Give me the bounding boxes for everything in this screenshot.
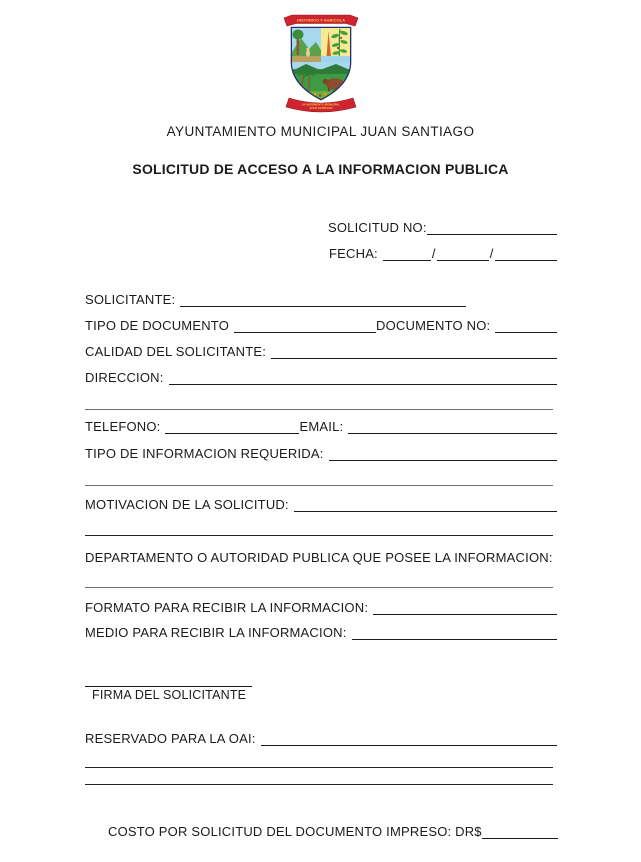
- tipo-informacion-row: [85, 444, 557, 461]
- reservado-row: [85, 729, 557, 746]
- departamento-blank-line: [85, 587, 553, 588]
- motivacion-label: MOTIVACION DE LA SOLICITUD:: [85, 497, 289, 512]
- org-title: AYUNTAMIENTO MUNICIPAL JUAN SANTIAGO: [166, 124, 475, 139]
- motivacion-continuation-line: [85, 535, 553, 536]
- email-label: EMAIL:: [299, 419, 344, 434]
- email-blank-line: [348, 416, 557, 434]
- formato-blank-line: [373, 597, 557, 615]
- tipo-documento-blank-line: [234, 315, 376, 333]
- firma-label: FIRMA DEL SOLICITANTE: [92, 688, 247, 702]
- direccion-label: DIRECCION:: [85, 370, 164, 385]
- departamento-label: DEPARTAMENTO O AUTORIDAD PUBLICA QUE POSEE LA INFORMACION:: [85, 550, 553, 565]
- tipo-informacion-continuation-line: [85, 485, 553, 486]
- firma-signature-line: [85, 686, 252, 687]
- documento-no-label: DOCUMENTO NO:: [376, 318, 491, 333]
- form-title: SOLICITUD DE ACCESO A LA INFORMACION PUBLICA: [132, 161, 509, 177]
- telefono-label: TELEFONO:: [85, 419, 161, 434]
- crest-banner-bottom-text2: JUAN SANTIAGO: [309, 106, 333, 110]
- costo-blank-line: [482, 821, 558, 839]
- crest-banner-top: [284, 15, 358, 26]
- direccion-continuation-line: [85, 409, 553, 410]
- reservado-label: RESERVADO PARA LA OAI:: [85, 731, 256, 746]
- medio-label: MEDIO PARA RECIBIR LA INFORMACION:: [85, 625, 347, 640]
- solicitud-no-label: SOLICITUD NO:: [328, 220, 427, 235]
- fecha-slash-1: /: [431, 246, 436, 261]
- solicitante-row: [85, 290, 557, 307]
- calidad-row: [85, 342, 557, 359]
- tipo-documento-label: TIPO DE DOCUMENTO: [85, 318, 230, 333]
- medio-blank-line: [352, 622, 557, 640]
- telefono-email-row: [85, 417, 557, 434]
- formato-label: FORMATO PARA RECIBIR LA INFORMACION:: [85, 600, 369, 615]
- direccion-blank-line: [169, 367, 557, 385]
- crest-banner-bottom-text1: AYUNTAMIENTO MUNICIPAL: [301, 102, 341, 107]
- calidad-label: CALIDAD DEL SOLICITANTE:: [85, 344, 267, 359]
- departamento-row: [85, 548, 557, 565]
- tipo-informacion-label: TIPO DE INFORMACION REQUERIDA:: [85, 446, 324, 461]
- calidad-blank-line: [271, 341, 557, 359]
- costo-label: COSTO POR SOLICITUD DEL DOCUMENTO IMPRESO: DR$: [108, 824, 482, 839]
- documento-no-blank-line: [495, 315, 557, 333]
- formato-row: [85, 598, 557, 615]
- crest-banner-top-text: HISTORICO Y AGRICOLA: [296, 17, 346, 23]
- direccion-row: [85, 368, 557, 385]
- solicitud-no-blank-line: [427, 217, 557, 235]
- tipo-documento-row: [85, 316, 557, 333]
- reservado-blank-line: [261, 728, 557, 746]
- fecha-day-blank-line: [383, 243, 431, 261]
- reservado-continuation-line-2: [85, 784, 553, 785]
- reservado-continuation-line-1: [85, 767, 553, 768]
- solicitante-blank-line: [180, 289, 466, 307]
- fecha-label: FECHA:: [329, 246, 378, 261]
- telefono-blank-line: [165, 416, 299, 434]
- municipal-crest: [282, 12, 360, 114]
- motivacion-row: [85, 495, 557, 512]
- fecha-slash-2: /: [489, 246, 494, 261]
- solicitante-label: SOLICITANTE:: [85, 292, 176, 307]
- solicitud-no-row: [328, 218, 557, 235]
- costo-row: [108, 822, 558, 839]
- crest-shield: [292, 28, 350, 101]
- fecha-year-blank-line: [495, 243, 558, 261]
- fecha-month-blank-line: [437, 243, 489, 261]
- motivacion-blank-line: [294, 494, 557, 512]
- medio-row: [85, 623, 557, 640]
- fecha-row: [329, 244, 557, 261]
- tipo-informacion-blank-line: [329, 443, 557, 461]
